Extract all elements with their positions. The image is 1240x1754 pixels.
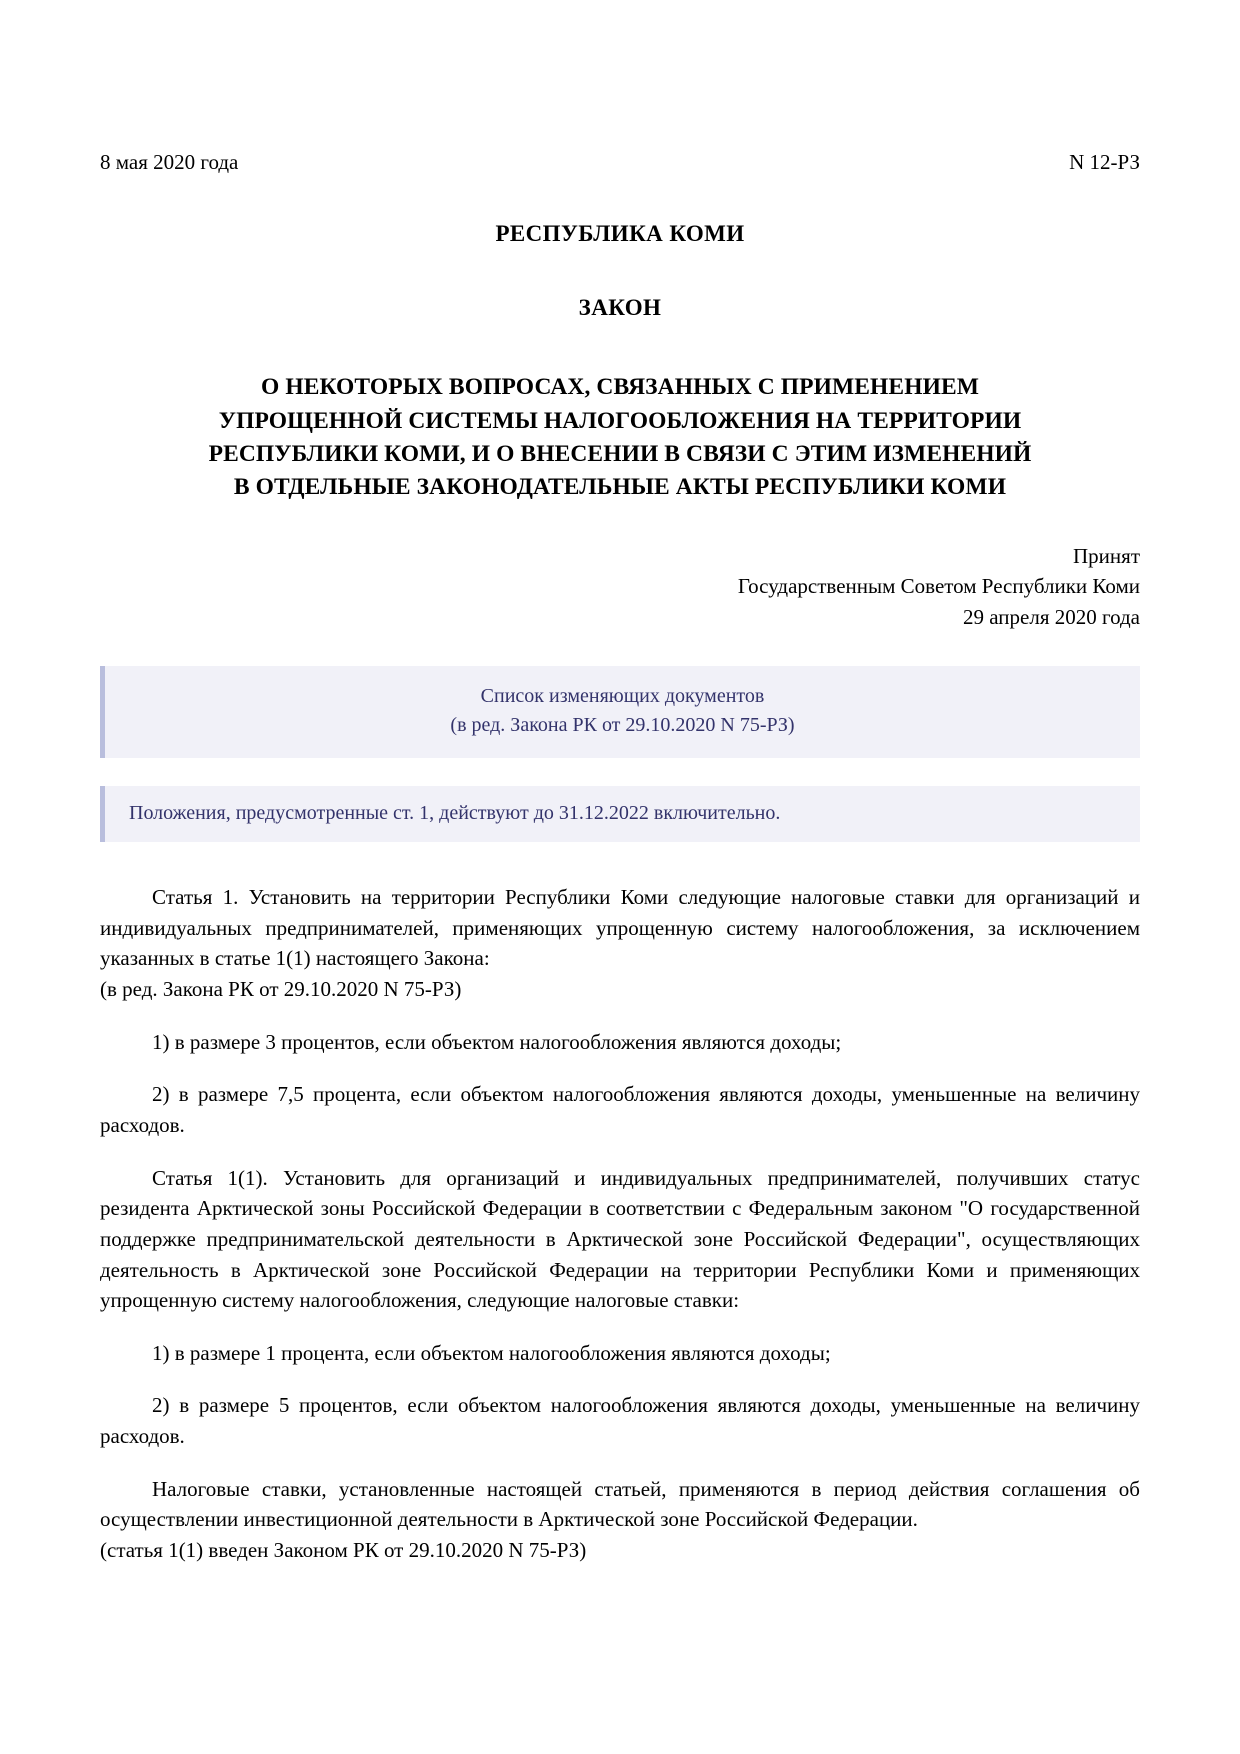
adoption-block bbox=[100, 541, 1140, 632]
document-header bbox=[100, 150, 1140, 175]
validity-notice-text: Положения, предусмотренные ст. 1, действуют до 31.12.2022 включительно. bbox=[129, 801, 781, 824]
adoption-line-date: 29 апреля 2020 года bbox=[963, 604, 1140, 629]
article-1-1-item-1: 1) в размере 1 процента, если объектом налогообложения являются доходы; bbox=[152, 1340, 831, 1365]
document-number: N 12-РЗ bbox=[1069, 150, 1140, 174]
republic-heading: РЕСПУБЛИКА КОМИ bbox=[495, 221, 745, 247]
page-title-line: РЕСПУБЛИКИ КОМИ, И О ВНЕСЕНИИ В СВЯЗИ С ЭТИМ ИЗМЕНЕНИЙ bbox=[208, 440, 1032, 467]
amending-documents-title: Список изменяющих документов bbox=[480, 684, 765, 707]
page-title-line: В ОТДЕЛЬНЫЕ ЗАКОНОДАТЕЛЬНЫЕ АКТЫ РЕСПУБЛИКИ КОМИ bbox=[233, 474, 1007, 501]
page-title-line: О НЕКОТОРЫХ ВОПРОСАХ, СВЯЗАННЫХ С ПРИМЕНЕНИЕМ bbox=[260, 374, 980, 401]
law-heading: ЗАКОН bbox=[578, 295, 662, 321]
adoption-line-authority: Государственным Советом Республики Коми bbox=[737, 574, 1140, 599]
document-date: 8 мая 2020 года bbox=[100, 150, 239, 174]
article-1-amendment-note: (в ред. Закона РК от 29.10.2020 N 75-РЗ) bbox=[100, 976, 462, 1001]
article-1-1-item-2: 2) в размере 5 процентов, если объектом налогообложения являются доходы, уменьшенные на величину расходов. bbox=[100, 1393, 1140, 1449]
article-1-1-paragraph: Статья 1(1). Установить для организаций и индивидуальных предпринимателей, получивших статус резидента Арктической зоны Российской Федерации в соответствии с Федеральным законом "О государственной поддержке предпринимательской деятельности в Арктической зоне Российской Федерации", осуществляющих деятельность в Арктической зоне Российской Федерации на территории Республики Коми и применяющих упрощенную систему налогообложения, следующие налоговые ставки: bbox=[100, 1165, 1140, 1313]
article-1-item-1: 1) в размере 3 процентов, если объектом налогообложения являются доходы; bbox=[152, 1029, 842, 1054]
article-1-item-2: 2) в размере 7,5 процента, если объектом налогообложения являются доходы, уменьшенные на величину расходов. bbox=[100, 1082, 1140, 1137]
article-1-paragraph: Статья 1. Установить на территории Республики Коми следующие налоговые ставки для организаций и индивидуальных предпринимателей, применяющих упрощенную систему налогообложения, за исключением указанных в статье 1(1) настоящего Закона: bbox=[100, 884, 1140, 971]
validity-notice bbox=[100, 786, 1140, 842]
amending-documents-notice bbox=[100, 666, 1140, 758]
amending-documents-reference: (в ред. Закона РК от 29.10.2020 N 75-РЗ) bbox=[450, 713, 795, 736]
adoption-line-accepted: Принят bbox=[1073, 543, 1140, 568]
page-title-line: УПРОЩЕННОЙ СИСТЕМЫ НАЛОГООБЛОЖЕНИЯ НА ТЕРРИТОРИИ bbox=[218, 407, 1022, 434]
article-1-1-amendment-note: (статья 1(1) введен Законом РК от 29.10.2020 N 75-РЗ) bbox=[100, 1538, 587, 1563]
article-1-1-closing-paragraph: Налоговые ставки, установленные настоящей статьей, применяются в период действия соглашения об осуществлении инвестиционной деятельности в Арктической зоне Российской Федерации. bbox=[100, 1476, 1140, 1532]
page-title bbox=[100, 371, 1140, 504]
